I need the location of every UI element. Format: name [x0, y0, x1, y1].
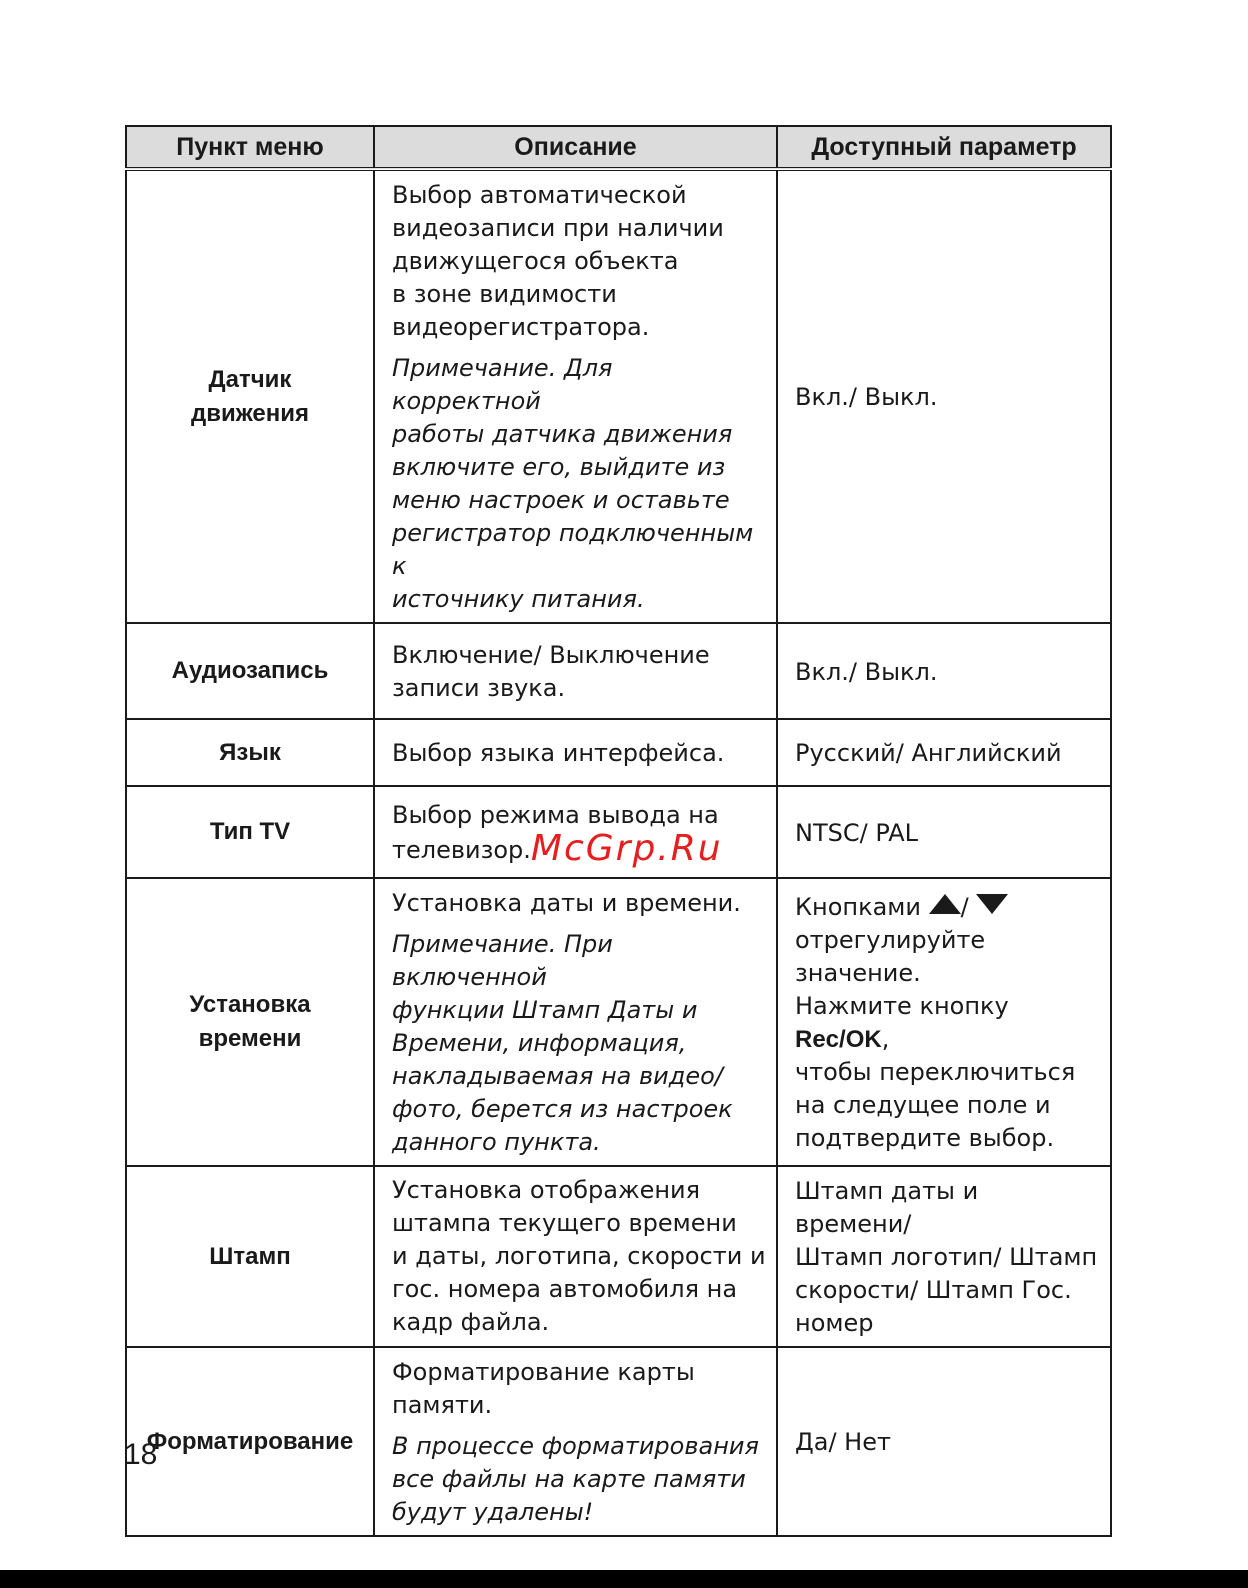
parameter-cell: Вкл./ Выкл.	[777, 623, 1111, 719]
table-row	[126, 786, 1111, 878]
triangle-down-icon	[976, 894, 1008, 914]
description-cell: Установка даты и времени. Примечание. При включенной функции Штамп Даты и Времени, информация, накладываемая на видео/ фото, берется из настроек данного пункта.	[374, 878, 777, 1166]
menu-settings-table	[125, 125, 1112, 1537]
menu-item-cell: Форматирование	[126, 1347, 374, 1536]
description-cell: Выбор режима вывода на телевизор.McGrp.Ru	[374, 786, 777, 878]
rec-ok-key: Rec/OK	[795, 1026, 882, 1053]
table-row	[126, 623, 1111, 719]
header-menu-item: Пункт меню	[126, 126, 374, 169]
menu-item-cell: Тип TV	[126, 786, 374, 878]
menu-item-cell: Датчик движения	[126, 169, 374, 623]
parameter-cell: NTSC/ PAL	[777, 786, 1111, 878]
triangle-up-icon	[929, 894, 961, 914]
table-row	[126, 878, 1111, 1166]
description-note: Примечание. При включенной функции Штамп Даты и Времени, информация, накладываемая на видео/ фото, берется из настроек данного пункта.	[392, 930, 733, 1156]
watermark-text: McGrp.Ru	[530, 828, 723, 869]
table-row	[126, 1166, 1111, 1347]
table-header-row	[126, 126, 1111, 169]
header-description: Описание	[374, 126, 777, 169]
parameter-cell: Русский/ Английский	[777, 719, 1111, 786]
menu-item-cell: Штамп	[126, 1166, 374, 1347]
parameter-cell: Да/ Нет	[777, 1347, 1111, 1536]
description-note: В процессе форматирования все файлы на карте памяти будут удалены!	[392, 1432, 759, 1526]
page-number: 18	[124, 1438, 158, 1471]
table-row	[126, 719, 1111, 786]
table-row	[126, 169, 1111, 623]
parameter-cell: Кнопками / отрегулируйте значение. Нажмите кнопку Rec/OK, чтобы переключиться на следущее поле и подтвердите выбор.	[777, 878, 1111, 1166]
scan-bottom-edge	[0, 1570, 1248, 1588]
description-cell: Включение/ Выключение записи звука.	[374, 623, 777, 719]
description-cell: Выбор языка интерфейса.	[374, 719, 777, 786]
description-note: Примечание. Для корректной работы датчика движения включите его, выйдите из меню настроек и оставьте регистратор подключенным к источнику питания.	[392, 354, 754, 613]
menu-item-cell: Аудиозапись	[126, 623, 374, 719]
description-cell: Выбор автоматической видеозаписи при наличии движущегося объекта в зоне видимости видеорегистратора. Примечание. Для корректной работы датчика движения включите его, выйдите из меню настроек и оставьте регистратор подключенным к источнику питания.	[374, 169, 777, 623]
description-cell: Форматирование карты памяти. В процессе форматирования все файлы на карте памяти будут удалены!	[374, 1347, 777, 1536]
menu-item-cell: Язык	[126, 719, 374, 786]
table-row	[126, 1347, 1111, 1536]
header-parameter: Доступный параметр	[777, 126, 1111, 169]
menu-item-cell: Установка времени	[126, 878, 374, 1166]
parameter-cell: Вкл./ Выкл.	[777, 169, 1111, 623]
parameter-cell: Штамп даты и времени/ Штамп логотип/ Штамп скорости/ Штамп Гос. номер	[777, 1166, 1111, 1347]
description-cell: Установка отображения штампа текущего времени и даты, логотипа, скорости и гос. номера автомобиля на кадр файла.	[374, 1166, 777, 1347]
